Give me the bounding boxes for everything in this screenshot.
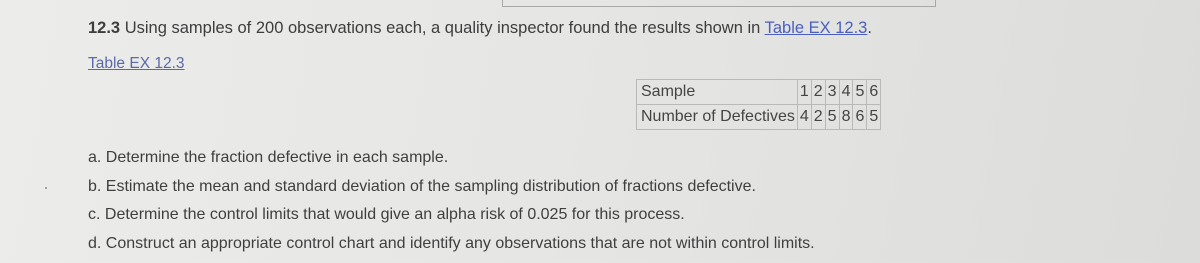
table-reference-link[interactable]: Table EX 12.3 xyxy=(765,19,868,37)
question-number: 12.3 xyxy=(88,19,120,37)
row-label-sample: Sample xyxy=(637,80,798,105)
sample-cell: 1 xyxy=(797,80,811,105)
stray-dot xyxy=(45,187,47,189)
part-d: d. Construct an appropriate control chart and identify any observations that are not within control limits. xyxy=(88,235,815,263)
defectives-cell: 5 xyxy=(825,105,839,130)
question-parts-list xyxy=(88,149,815,263)
part-b: b. Estimate the mean and standard deviation of the sampling distribution of fractions defective. xyxy=(88,178,815,207)
sample-cell: 4 xyxy=(839,80,853,105)
row-label-defectives: Number of Defectives xyxy=(637,105,798,130)
question-text: Using samples of 200 observations each, a quality inspector found the results shown in xyxy=(120,19,764,37)
table-row-defectives xyxy=(637,105,881,130)
defectives-cell: 6 xyxy=(853,105,867,130)
sample-cell: 3 xyxy=(825,80,839,105)
table-top-border-remnant xyxy=(502,0,936,7)
defectives-table xyxy=(636,79,881,130)
question-statement xyxy=(88,19,872,38)
sample-cell: 5 xyxy=(853,80,867,105)
defectives-cell: 8 xyxy=(839,105,853,130)
defectives-cell: 5 xyxy=(867,105,881,130)
table-caption-link[interactable]: Table EX 12.3 xyxy=(88,55,185,73)
question-end: . xyxy=(867,19,872,37)
part-a: a. Determine the fraction defective in each sample. xyxy=(88,149,815,178)
defectives-cell: 2 xyxy=(811,105,825,130)
part-c: c. Determine the control limits that would give an alpha risk of 0.025 for this process. xyxy=(88,206,815,235)
sample-cell: 6 xyxy=(867,80,881,105)
table-row-sample xyxy=(637,80,881,105)
sample-cell: 2 xyxy=(811,80,825,105)
defectives-cell: 4 xyxy=(797,105,811,130)
